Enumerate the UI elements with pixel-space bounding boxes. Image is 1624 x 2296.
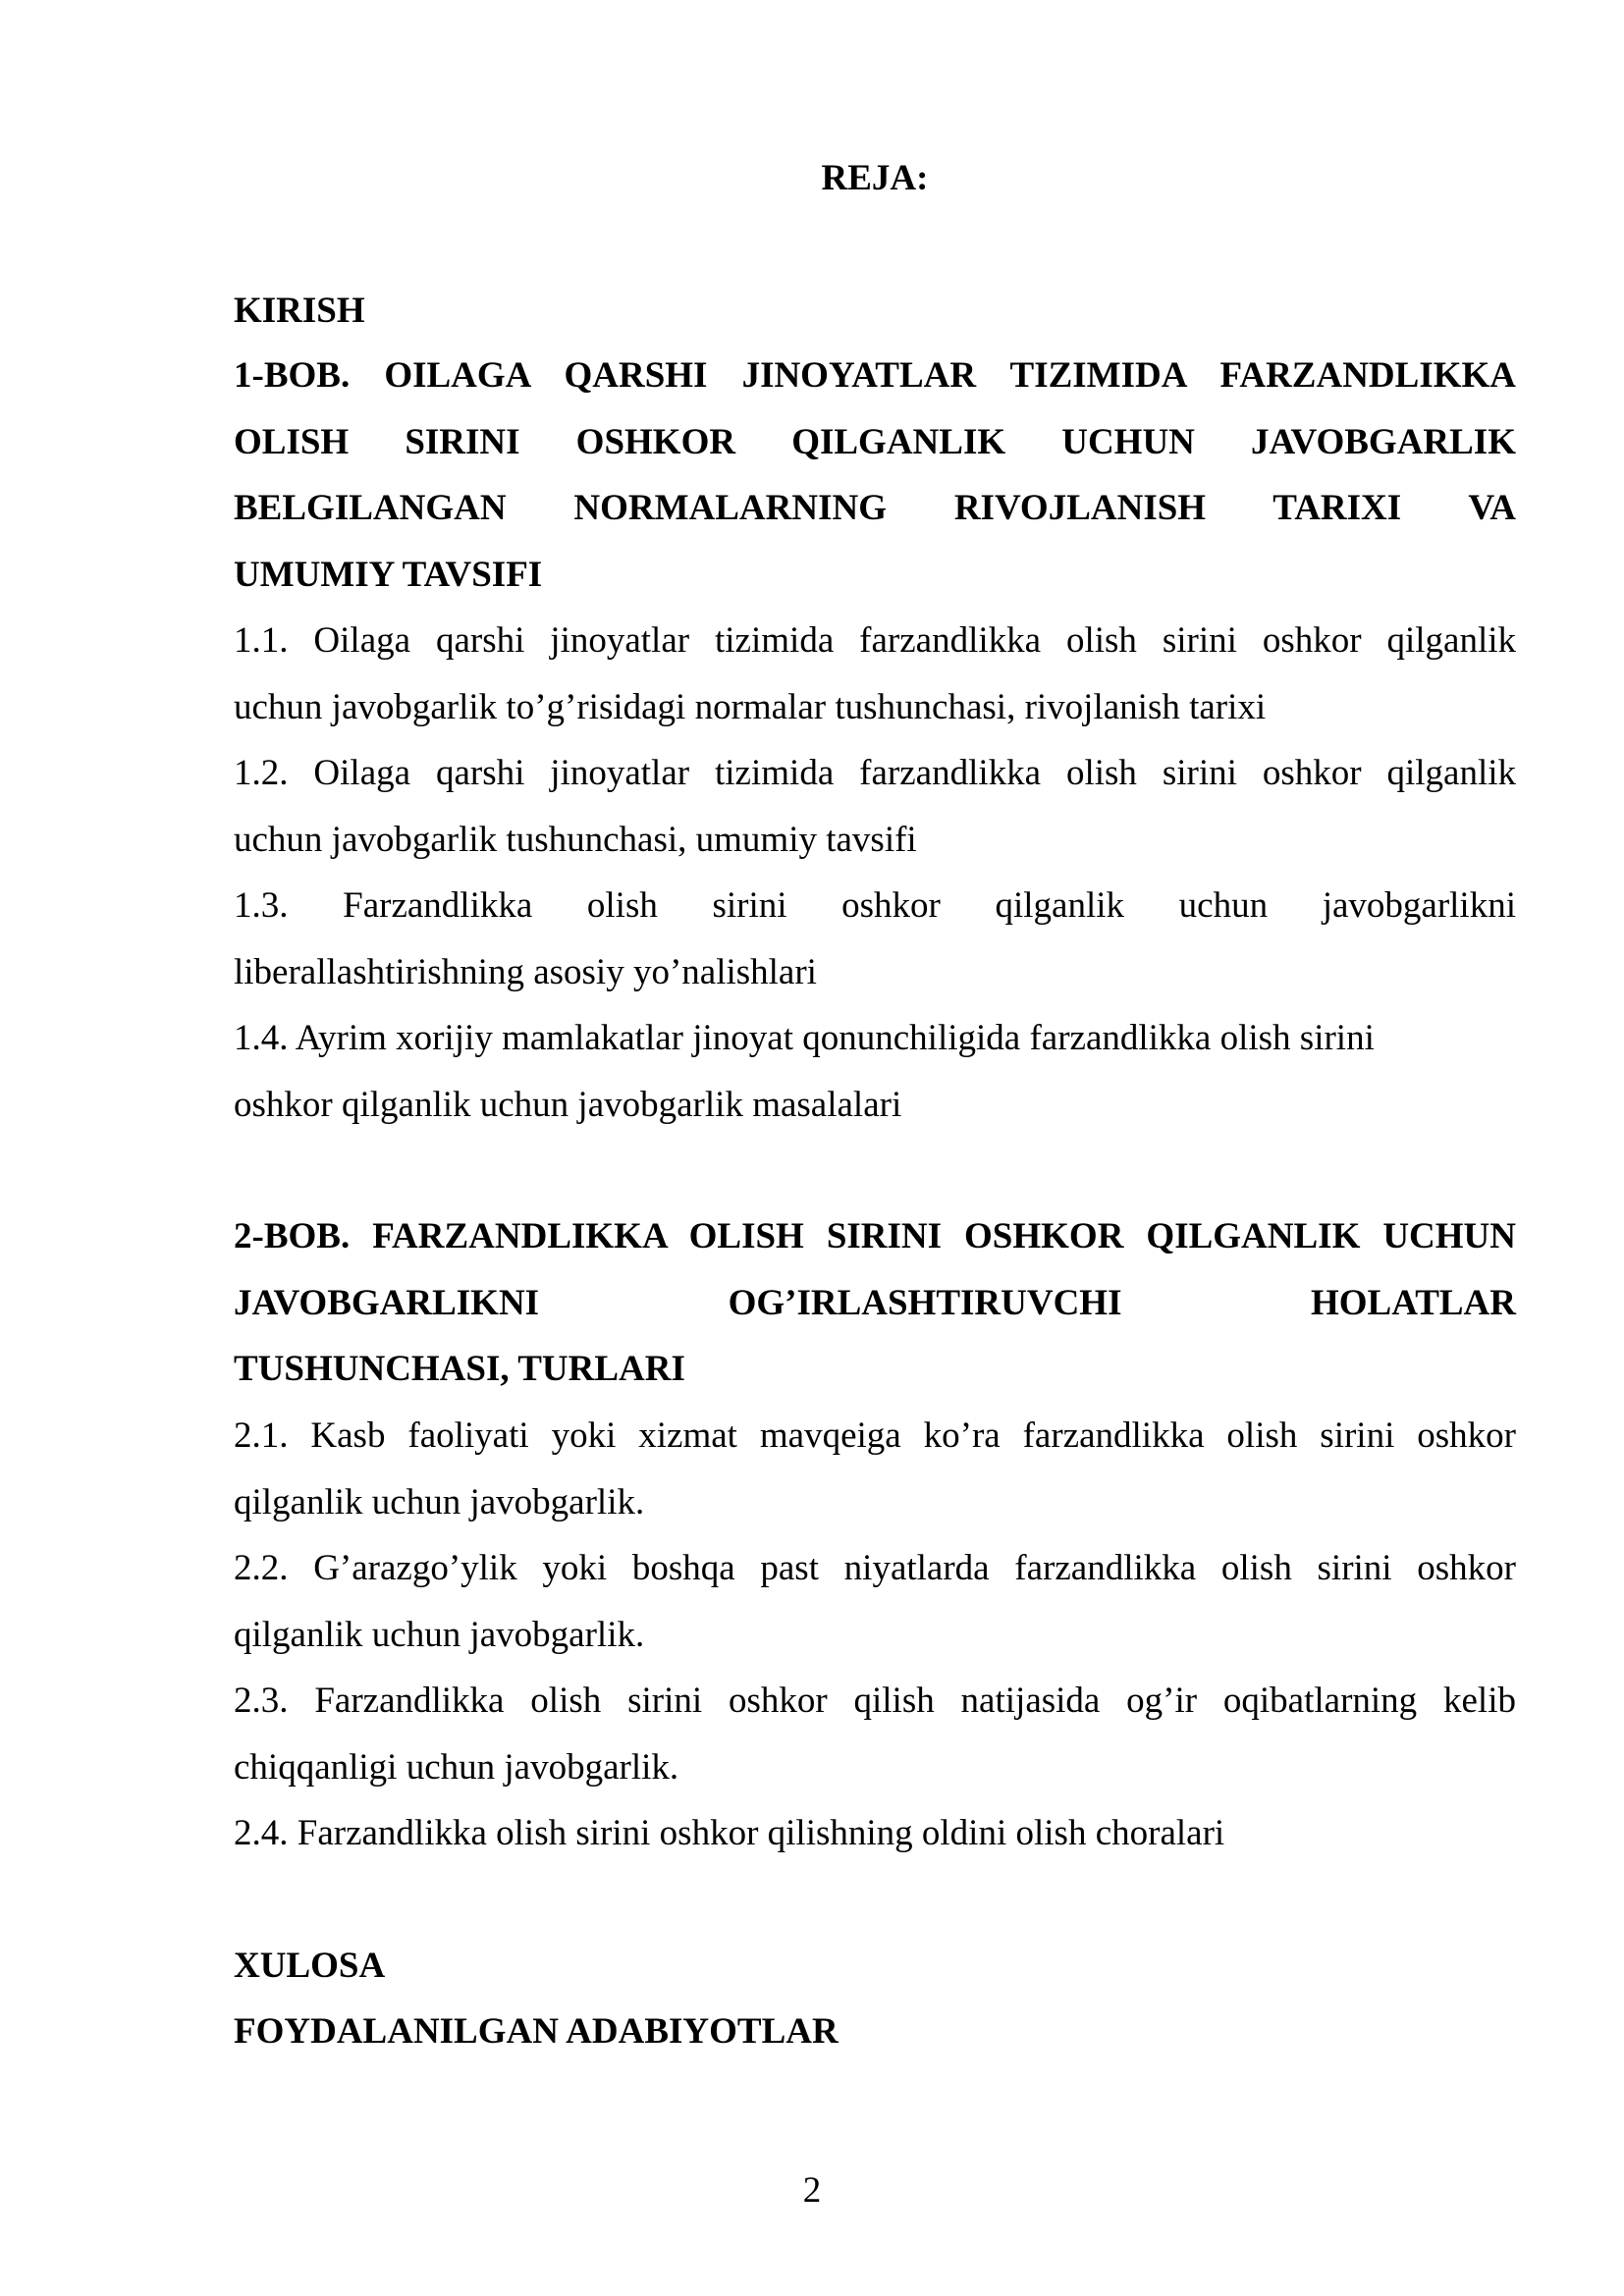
section-2-3-line-1: 2.3. Farzandlikka olish sirini oshkor qilish natijasida og’ir oqibatlarning kelib: [234, 1681, 1516, 1721]
chapter2-heading-line-1: 2-BOB. FARZANDLIKKA OLISH SIRINI OSHKOR QILGANLIK UCHUN: [234, 1216, 1516, 1256]
chapter2-heading-line-2: JAVOBGARLIKNI OG’IRLASHTIRUVCHI HOLATLAR: [234, 1282, 1516, 1323]
section-1-3-line-2: liberallashtirishning asosiy yo’nalishlari: [234, 951, 817, 992]
conclusion-heading: [234, 1933, 1516, 2000]
section-2-2-line-2: qilganlik uchun javobgarlik.: [234, 1614, 645, 1655]
section-1-1-line-2: uchun javobgarlik to’g’risidagi normalar tushunchasi, rivojlanish tarixi: [234, 686, 1267, 727]
conclusion-heading-text: XULOSA: [234, 1946, 386, 1986]
section-2-3-line-2: chiqqanligi uchun javobgarlik.: [234, 1746, 679, 1788]
intro-heading-text: KIRISH: [234, 291, 365, 331]
section-2-2: [234, 1535, 1516, 1668]
section-1-2-line-1: 1.2. Oilaga qarshi jinoyatlar tizimida farzandlikka olish sirini oshkor qilganlik: [234, 753, 1516, 793]
references-heading: [234, 1999, 1516, 2065]
references-heading-text: FOYDALANILGAN ADABIYOTLAR: [234, 2011, 839, 2052]
intro-heading: [234, 278, 1516, 345]
chapter1-heading-line-1: 1-BOB. OILAGA QARSHI JINOYATLAR TIZIMIDA FARZANDLIKKA: [234, 355, 1516, 396]
page-number: 2: [802, 2170, 822, 2211]
chapter1-heading: [234, 343, 1516, 608]
section-2-4-line-1: 2.4. Farzandlikka olish sirini oshkor qilishning oldini olish choralari: [234, 1813, 1225, 1853]
section-1-3-line-1: 1.3. Farzandlikka olish sirini oshkor qilganlik uchun javobgarlikni: [234, 885, 1516, 926]
chapter1-heading-line-3: BELGILANGAN NORMALARNING RIVOJLANISH TARIXI VA: [234, 488, 1516, 528]
chapter2-heading: [234, 1203, 1516, 1403]
section-1-2: [234, 740, 1516, 873]
section-2-1-line-2: qilganlik uchun javobgarlik.: [234, 1481, 645, 1522]
section-1-1-line-1: 1.1. Oilaga qarshi jinoyatlar tizimida farzandlikka olish sirini oshkor qilganlik: [234, 620, 1516, 661]
chapter2-heading-line-3: TUSHUNCHASI, TURLARI: [234, 1349, 685, 1389]
section-2-1: [234, 1403, 1516, 1535]
section-1-3: [234, 873, 1516, 1005]
section-2-3: [234, 1668, 1516, 1800]
section-1-2-line-2: uchun javobgarlik tushunchasi, umumiy tavsifi: [234, 819, 917, 860]
section-2-1-line-1: 2.1. Kasb faoliyati yoki xizmat mavqeiga ko’ra farzandlikka olish sirini oshkor: [234, 1415, 1516, 1456]
chapter1-heading-line-4: UMUMIY TAVSIFI: [234, 554, 543, 595]
section-1-1: [234, 608, 1516, 740]
section-1-4-line-1: 1.4. Ayrim xorijiy mamlakatlar jinoyat qonunchiligida farzandlikka olish sirini: [234, 1018, 1375, 1058]
section-2-4: [234, 1800, 1516, 1867]
chapter1-heading-line-2: OLISH SIRINI OSHKOR QILGANLIK UCHUN JAVOBGARLIK: [234, 421, 1516, 462]
section-1-4-line-2: oshkor qilganlik uchun javobgarlik masalalari: [234, 1084, 902, 1125]
document-title: REJA:: [821, 158, 929, 198]
section-2-2-line-1: 2.2. G’arazgo’ylik yoki boshqa past niyatlarda farzandlikka olish sirini oshkor: [234, 1548, 1516, 1588]
section-1-4: [234, 1005, 1516, 1138]
